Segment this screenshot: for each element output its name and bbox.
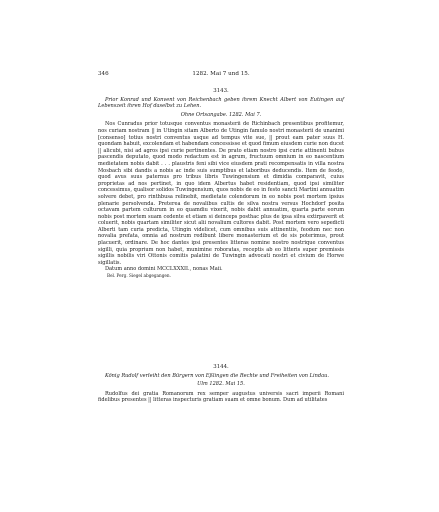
page-number: 346 bbox=[98, 71, 109, 77]
document-note: Bel. Perg. Siegel abgegangen. bbox=[107, 273, 171, 279]
document-datum: Datum anno domini MCCLXXXII., nonas Maii. bbox=[105, 266, 223, 273]
document-date: Ohne Ortsangabe. 1282. Mai 7. bbox=[180, 111, 262, 118]
document-3144 bbox=[98, 364, 344, 404]
document-date: Ulm 1282. Mai 15. bbox=[197, 381, 245, 388]
document-body: Rudolfus dei gratia Romanorum rex semper augustus universis sacri imperii Romani fidelibus presentes || litteras inspecturis gratiam suam et omne bonum. Dum ad utilitates bbox=[98, 390, 344, 404]
running-head: 1282. Mai 7 und 15. bbox=[192, 71, 250, 77]
document-number: 3144. bbox=[213, 364, 229, 370]
document-regest: Prior Konrad und Konvent von Reichenbach geben ihrem Knecht Albert von Eutingen auf Lebenszeit ihren Hof daselbst zu Lehen. bbox=[98, 96, 344, 110]
document-regest: König Rudolf verleiht den Bürgern von Eßlingen die Rechte und Freiheiten von Lindau. bbox=[105, 372, 329, 379]
document-number: 3143. bbox=[213, 88, 229, 94]
document-3143 bbox=[98, 88, 344, 279]
document-body: Nos Cunradus prior totusque conventus monasterii de Richinbach presentibus profitemur, nos curiam nostram || in Utingin sitam Alberto de Utingin famulo nostri monasterii de unanimi [consenso] totius nostri conventus usque ad tempus vite sue, || prout eam pater suus H. quondam habuit, excolendam et habendam concessisse et quod fimum eiusdem curie non ducet || alicubi, nisi ad agros ipsi curie pertinentes. De prato etiam nostro ipsi curie attinenti bubus pascendis deputato, quod modo redactum est in agrum, fructuum omnium in eo nascentium medietatem nobis dabit . . . plaustris feni sibi vice eiusdem prati recompensatis in villa nostra Mosbach sibi dandis a nobis ac inde suis sumptibus et laboribus deducendis. Item de feodo, quod avus suus paternus pro tribus libris Tuwingensium et dimidia comparavit, cuius proprietas ad nos pertinet, in quo idem Albertus habet residentiam, quod ipsi similiter concessimus, qualisor solidos Tuwingensium, quos nobis de eo in festo sancti Martini annuatim solvere debet, pro rinthbusa relinebit, medietate colendorum in eo nobis post mortem ipsius plenarie persolvenda. Preterea de novalibus cultis de silva nostra versus Hochdorf posita octavam partem culturum in eo quamdiu vixerit, nobis dabit annuatim, quarta parte eorum nobis post mortem suam cedente et etiam si deinceps posthac plus de ipsa silva extirpaverit et coluerit, nobis quartam similiter sicut alii novalium cultores dabit. Post mortem vero sepedicti Alberti tam curia predicta, Utingin videlicet, cum omnibus suis attinentiis, feodum nec non novalia prefata, omnia ad nostrum redibunt libere monasterium et de sis poterimus, prout placuerit, ordinare. De hoc dantes ipsi presentes litteras nomine nostro nostrique conventus sigilli, quia proprium non habet, munimine roboratas, receptis ab eo litteris super premissis sigillis nobilis viri Ottonis comitis palatini de Tuwingin advocati nostri et civium de Horwe sigillatis. bbox=[98, 121, 344, 266]
